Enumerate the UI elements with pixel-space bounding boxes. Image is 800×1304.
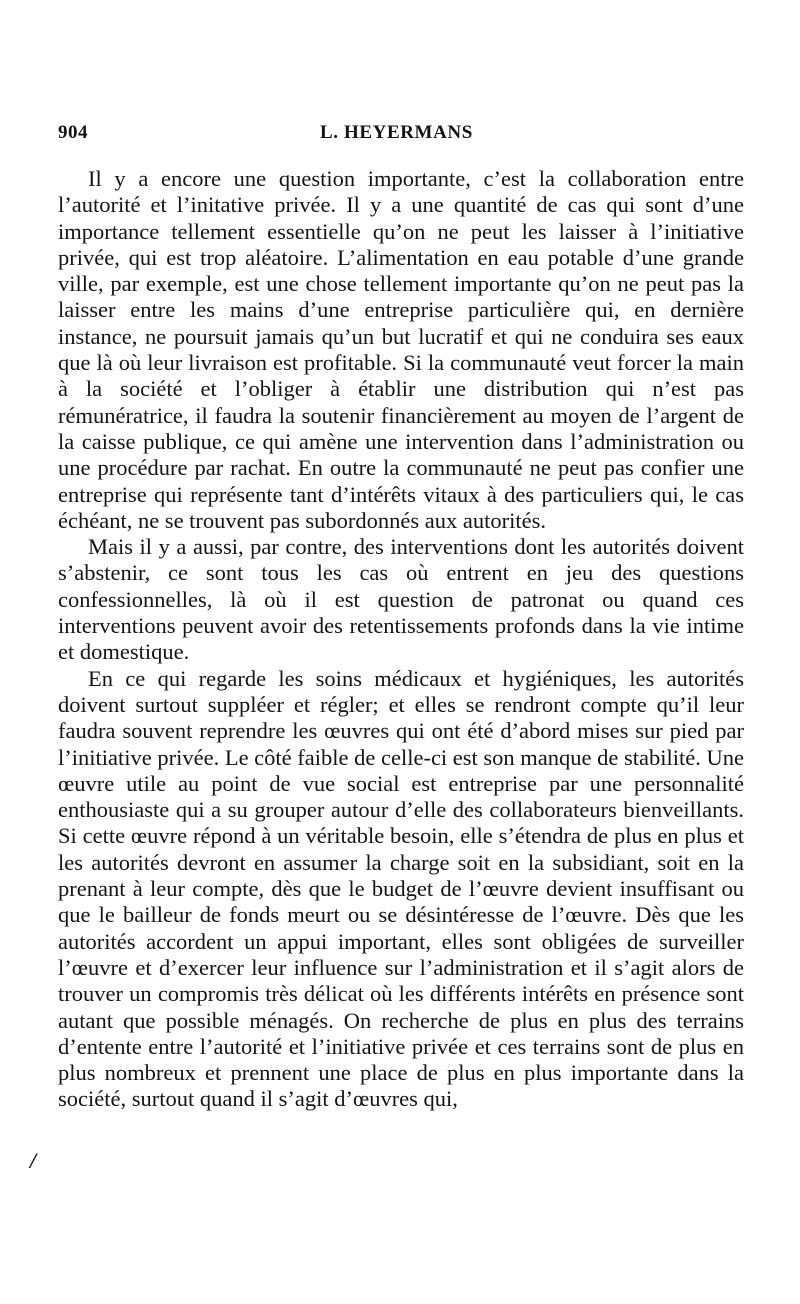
paragraph-soins-medicaux: En ce qui regarde les soins médicaux et hygiéniques, les autorités doivent surtout suppléer et régler; et elles se rendront compte qu’il leur faudra souvent reprendre les œuvres qui ont été d’abord mises sur pied par l’initiative privée. Le côté faible de celle-ci est son manque de stabilité. Une œuvre utile au point de vue social est entreprise par une personnalité enthousiaste qui a su grouper autour d’elle des collaborateurs bienveillants. Si cette œuvre répond à un véritable besoin, elle s’étendra de plus en plus et les autorités devront en assumer la charge soit en la subsidiant, soit en la prenant à leur compte, dès que le budget de l’œuvre devient insuffisant ou que le bailleur de fonds meurt ou se désintéresse de l’œuvre. Dès que les autorités accordent un appui important, elles sont obligées de surveiller l’œuvre et d’exercer leur influence sur l’administration et il s’agit alors de trouver un compromis très délicat où les différents intérêts en présence sont autant que possible ménagés. On recherche de plus en plus des terrains d’entente entre l’autorité et l’initiative privée et ces terrains sont de plus en plus nombreux et prennent une place de plus en plus importante dans la société, surtout quand il s’agit d’œuvres qui, — [58, 665, 744, 1112]
page-header — [58, 122, 738, 152]
running-head: L. HEYERMANS — [320, 122, 473, 143]
margin-mark: / — [30, 1148, 37, 1173]
page-number: 904 — [58, 122, 88, 143]
body-text — [58, 166, 744, 1113]
paragraph-collaboration: Il y a encore une question importante, c’est la collaboration entre l’autorité et l’initative privée. Il y a une quantité de cas qui sont d’une importance tellement essentielle qu’on ne peut les laisser à l’initiative privée, qui est trop aléatoire. L’alimentation en eau potable d’une grande ville, par exemple, est une chose tellement importante qu’on ne peut pas la laisser entre les mains d’une entreprise particulière qui, en dernière instance, ne poursuit jamais qu’un but lucratif et qui ne conduira ses eaux que là où leur livraison est profitable. Si la communauté veut forcer la main à la société et l’obliger à établir une distribution qui n’est pas rémunératrice, il faudra la soutenir financièrement au moyen de l’argent de la caisse publique, ce qui amène une intervention dans l’administration ou une procédure par rachat. En outre la communauté ne peut pas confier une entreprise qui représente tant d’intérêts vitaux à des particuliers qui, le cas échéant, ne se trouvent pas subordonnés aux autorités. — [58, 166, 744, 533]
paragraph-abstention: Mais il y a aussi, par contre, des interventions dont les autorités doivent s’abstenir, ce sont tous les cas où entrent en jeu des questions confessionnelles, là où il est question de patronat ou quand ces interventions peuvent avoir des retentissements profonds dans la vie intime et domestique. — [58, 534, 744, 665]
